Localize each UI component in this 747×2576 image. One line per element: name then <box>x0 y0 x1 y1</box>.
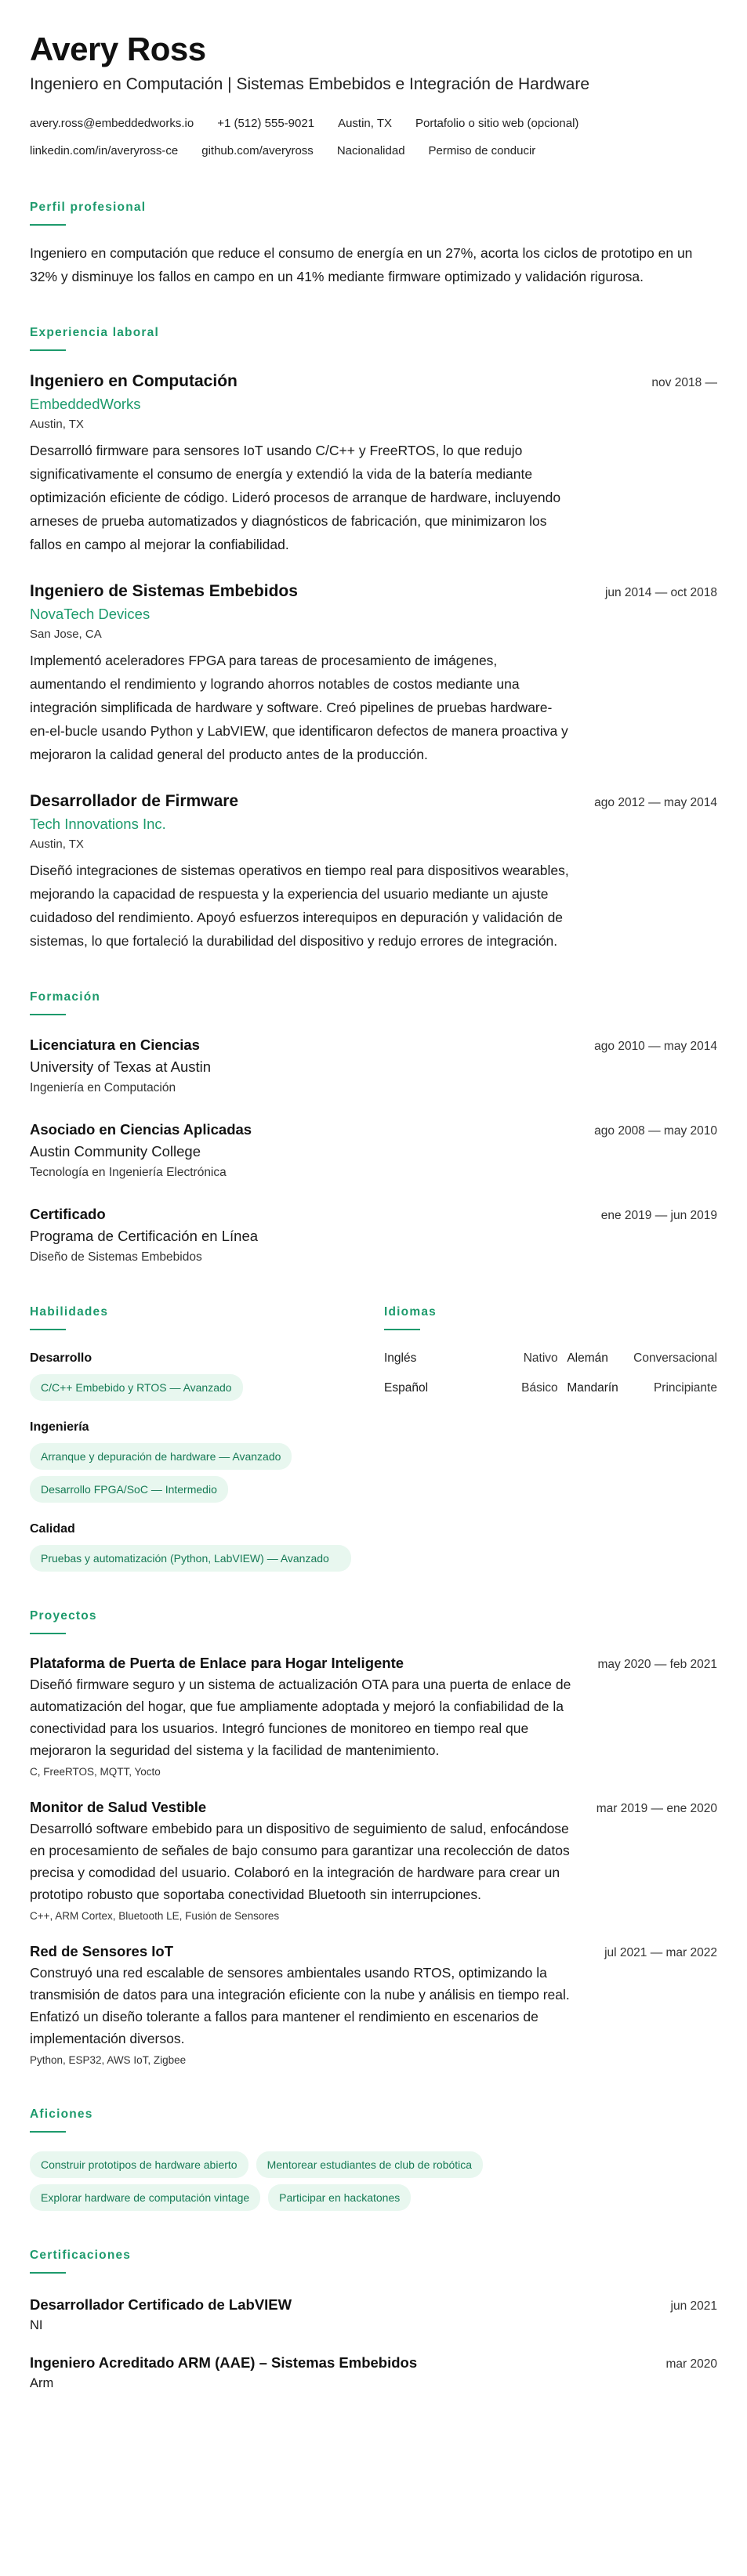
school-name: Programa de Certificación en Línea <box>30 1228 259 1244</box>
certification-date: jun 2021 <box>670 2299 717 2313</box>
degree-date: ago 2008 — may 2010 <box>594 1124 717 1138</box>
hobby-chip: Construir prototipos de hardware abierto <box>30 2151 248 2178</box>
job-description: Implementó aceleradores FPGA para tareas de procesamiento de imágenes, aumentando el rendimiento y logrando ahorros notables de costos mediante una integración simplificada de hardware y software. Creó pipelines de pruebas hardware-en-el-bucle usando Python y LabVIEW, que identificaron defectos de manera proactiva y mejoraron la calidad general del producto antes de la producción. <box>30 653 568 762</box>
certification-entry <box>30 2352 717 2393</box>
education-entry <box>30 1034 717 1098</box>
experience-entry <box>30 580 717 766</box>
language-name: Alemán <box>567 1351 608 1365</box>
certification-entry <box>30 2294 717 2335</box>
degree-title: Licenciatura en Ciencias <box>30 1037 200 1053</box>
language-level: Conversacional <box>633 1351 717 1365</box>
certification-issuer: NI <box>30 2318 43 2332</box>
school-name: Austin Community College <box>30 1143 201 1160</box>
job-company: NovaTech Devices <box>30 606 150 622</box>
project-tech: C++, ARM Cortex, Bluetooth LE, Fusión de Sensores <box>30 1910 280 1922</box>
section-divider <box>30 1633 66 1634</box>
education-entry <box>30 1203 717 1268</box>
section-title-languages: Idiomas <box>384 1305 437 1319</box>
section-title-summary: Perfil profesional <box>30 201 147 214</box>
contact-github[interactable]: github.com/averyross <box>201 144 314 157</box>
section-title-skills: Habilidades <box>30 1305 109 1319</box>
language-name: Mandarín <box>567 1381 618 1395</box>
language-level: Nativo <box>523 1351 558 1365</box>
contact-email[interactable]: avery.ross@embeddedworks.io <box>30 117 194 130</box>
skills-languages-row <box>30 1268 717 1572</box>
degree-date: ene 2019 — jun 2019 <box>600 1209 717 1222</box>
experience-entry <box>30 790 717 953</box>
project-entry <box>30 1653 717 1782</box>
project-description: Diseñó firmware seguro y un sistema de actualización OTA para una puerta de enlace de automatización del hogar, que fue ampliamente adoptada y mejoró la confiabilidad de la conectividad para los usuarios. Integró funciones de monitoreo en tiempo real que mejoraron la seguridad del sistema y la facilidad de mantenimiento. <box>30 1677 571 1758</box>
certification-title: Ingeniero Acreditado ARM (AAE) – Sistemas Embebidos <box>30 2354 418 2371</box>
hobby-chip: Mentorear estudiantes de club de robótica <box>256 2151 484 2178</box>
section-title-projects: Proyectos <box>30 1609 97 1623</box>
certification-date: mar 2020 <box>665 2357 717 2371</box>
language-level: Básico <box>521 1381 558 1395</box>
project-tech: C, FreeRTOS, MQTT, Yocto <box>30 1766 161 1778</box>
section-title-hobbies: Aficiones <box>30 2107 93 2121</box>
job-company: EmbeddedWorks <box>30 396 141 412</box>
job-date: nov 2018 — <box>651 376 717 389</box>
skill-chip: Pruebas y automatización (Python, LabVIEW) — Avanzado <box>30 1545 351 1572</box>
skill-category: Desarrollo <box>30 1351 92 1365</box>
section-title-education: Formación <box>30 990 101 1004</box>
job-location: Austin, TX <box>30 838 84 851</box>
skill-chip: C/C++ Embebido y RTOS — Avanzado <box>30 1374 243 1401</box>
skills-column <box>30 1268 356 1572</box>
school-name: University of Texas at Austin <box>30 1058 212 1075</box>
job-title: Desarrollador de Firmware <box>30 792 239 810</box>
degree-title: Asociado en Ciencias Aplicadas <box>30 1121 252 1138</box>
language-level: Principiante <box>653 1381 717 1395</box>
job-location: Austin, TX <box>30 418 84 431</box>
contact-location: Austin, TX <box>338 117 392 130</box>
section-divider <box>30 2272 66 2274</box>
candidate-name: Avery Ross <box>30 31 206 67</box>
skill-category: Ingeniería <box>30 1420 89 1434</box>
languages-table <box>384 1349 717 1398</box>
study-field: Tecnología en Ingeniería Electrónica <box>30 1166 227 1179</box>
job-location: San Jose, CA <box>30 628 102 641</box>
degree-title: Certificado <box>30 1206 106 1222</box>
section-title-certifications: Certificaciones <box>30 2249 132 2262</box>
job-date: jun 2014 — oct 2018 <box>604 586 717 599</box>
contact-list <box>30 110 688 165</box>
section-divider <box>30 224 66 226</box>
project-tech: Python, ESP32, AWS IoT, Zigbee <box>30 2054 187 2066</box>
job-company: Tech Innovations Inc. <box>30 816 166 832</box>
degree-date: ago 2010 — may 2014 <box>594 1040 717 1053</box>
language-row <box>384 1379 717 1398</box>
section-divider <box>30 349 66 351</box>
job-title: Ingeniero de Sistemas Embebidos <box>30 582 298 600</box>
section-divider <box>384 1329 420 1330</box>
job-description: Desarrolló firmware para sensores IoT usando C/C++ y FreeRTOS, lo que redujo significativamente el consumo de energía y extendió la vida de la batería mediante optimización eficiente de código. Lideró procesos de arranque de hardware, incluyendo arneses de prueba automatizados y diagnósticos de fabricación, que minimizaron los fallos en campo al mejorar la confiabilidad. <box>30 443 561 552</box>
language-row <box>384 1349 717 1368</box>
study-field: Ingeniería en Computación <box>30 1081 176 1094</box>
contact-portfolio[interactable]: Portafolio o sitio web (opcional) <box>415 117 579 130</box>
project-title: Plataforma de Puerta de Enlace para Hogar Inteligente <box>30 1655 404 1671</box>
project-date: may 2020 — feb 2021 <box>597 1658 717 1671</box>
job-title: Ingeniero en Computación <box>30 372 238 390</box>
section-divider <box>30 1014 66 1015</box>
project-entry <box>30 1797 717 1926</box>
skill-chip: Arranque y depuración de hardware — Avanzado <box>30 1443 292 1470</box>
section-title-experience: Experiencia laboral <box>30 326 159 339</box>
project-title: Monitor de Salud Vestible <box>30 1799 207 1815</box>
certification-title: Desarrollador Certificado de LabVIEW <box>30 2296 292 2313</box>
section-divider <box>30 1329 66 1330</box>
language-name: Inglés <box>384 1351 417 1365</box>
project-description: Construyó una red escalable de sensores ambientales usando RTOS, optimizando la transmisión de datos para una integración eficiente con la nube y análisis en tiempo real. Enfatizó un diseño tolerante a fallos para mantener el rendimiento en escenarios de implementación diversos. <box>30 1965 570 2046</box>
education-entry <box>30 1119 717 1183</box>
summary-text: Ingeniero en computación que reduce el consumo de energía en un 27%, acorta los ciclos de prototipo en un 32% y disminuye los fallos en campo en un 41% mediante firmware optimizado y validación rigurosa. <box>30 245 693 284</box>
project-date: jul 2021 — mar 2022 <box>604 1946 717 1959</box>
job-date: ago 2012 — may 2014 <box>594 796 717 809</box>
experience-entry <box>30 370 717 556</box>
hobby-chip: Explorar hardware de computación vintage <box>30 2184 260 2211</box>
project-description: Desarrolló software embebido para un dispositivo de seguimiento de salud, enfocándose en procesamiento de señales de bajo consumo para garantizar una recolección de datos precisa y comodidad del usuario. Colaboró en la integración de hardware para crear un prototipo robusto que soportaba conectividad Bluetooth sin interrupciones. <box>30 1821 570 1902</box>
skill-group <box>30 1418 356 1503</box>
skill-chip: Desarrollo FPGA/SoC — Intermedio <box>30 1476 228 1503</box>
contact-linkedin[interactable]: linkedin.com/in/averyross-ce <box>30 144 179 157</box>
section-divider <box>30 2131 66 2133</box>
project-title: Red de Sensores IoT <box>30 1943 173 1959</box>
hobby-chip: Participar en hackatones <box>268 2184 411 2211</box>
project-date: mar 2019 — ene 2020 <box>596 1802 717 1815</box>
certification-issuer: Arm <box>30 2376 54 2390</box>
contact-driving-license: Permiso de conducir <box>428 144 536 157</box>
study-field: Diseño de Sistemas Embebidos <box>30 1250 202 1264</box>
hobbies-list <box>30 2145 578 2211</box>
skill-group <box>30 1520 356 1572</box>
languages-column <box>384 1268 717 1572</box>
contact-nationality: Nacionalidad <box>336 144 405 157</box>
candidate-headline: Ingeniero en Computación | Sistemas Embebidos e Integración de Hardware <box>30 75 590 93</box>
language-name: Español <box>384 1381 429 1395</box>
contact-phone[interactable]: +1 (512) 555-9021 <box>217 117 315 130</box>
skill-category: Calidad <box>30 1522 75 1536</box>
skill-group <box>30 1349 356 1401</box>
project-entry <box>30 1941 717 2070</box>
job-description: Diseñó integraciones de sistemas operativos en tiempo real para dispositivos wearables, mejorando la capacidad de respuesta y la experiencia del usuario mediante un ajuste cuidadoso del rendimiento. Apoyó esfuerzos interequipos en depuración y validación de sistemas, lo que fortaleció la durabilidad del dispositivo y redujo errores de integración. <box>30 863 569 949</box>
resume-header <box>30 30 717 165</box>
